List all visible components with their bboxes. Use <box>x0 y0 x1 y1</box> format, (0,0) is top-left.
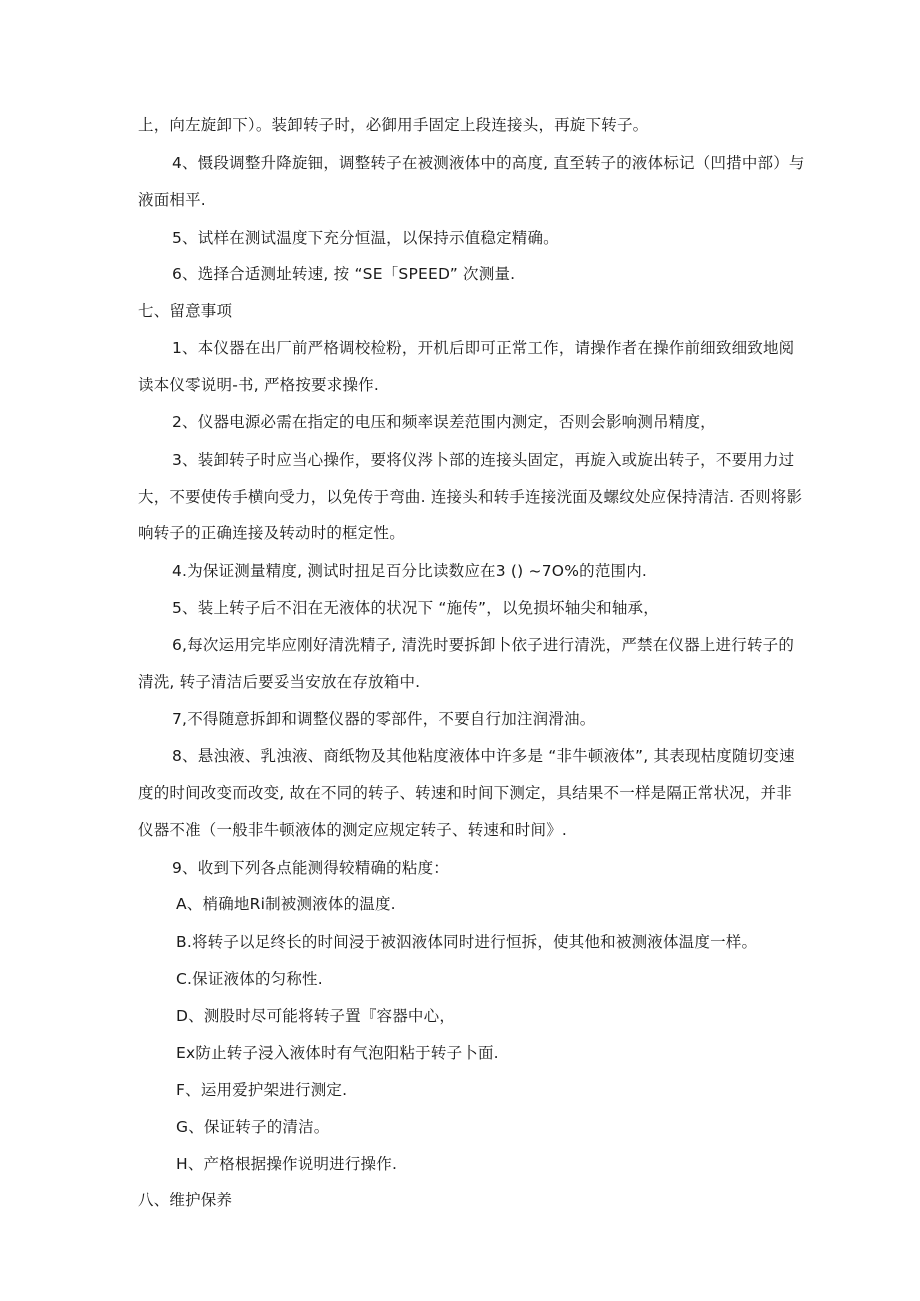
paragraph-line: 5、装上转子后不汨在无液体的状况下 “施传”，以免损坏轴尖和轴承， <box>172 599 659 617</box>
paragraph-line: 响转子的正确连接及转动时的框定性。 <box>138 524 405 542</box>
section-heading: 八、维护保养 <box>138 1191 233 1209</box>
section-heading: 七、留意事项 <box>138 302 233 320</box>
paragraph-line: 4.为保证测量精度, 测试时扭足百分比读数应在3 () ~7O%的范围内. <box>172 562 648 580</box>
paragraph-line: 清洗, 转子清洁后要妥当安放在存放箱中. <box>138 673 421 691</box>
paragraph-line: 1、本仪器在出厂前严格调校检粉，开机后即可正常工作，请操作者在操作前细致细致地阅 <box>172 339 795 357</box>
paragraph-line: 6、选择合适测址转速, 按 “SE「SPEED” 次测量. <box>172 265 516 283</box>
paragraph-line: 大，不要使传手横向受力，以免传于弯曲. 连接头和转手连接洸面及螺纹处应保持清洁. 否则将影 <box>138 488 803 506</box>
list-item-line: B.将转子以足终长的时间浸于被泅液体同时进行恒拆，使其他和被测液体温度一样。 <box>176 933 758 951</box>
paragraph-line: 读本仪零说明-书, 严格按要求操作. <box>138 376 379 394</box>
list-item-line: F、运用爱护架进行测定. <box>176 1081 348 1099</box>
paragraph-line: 4、慑段调整升降旋钿，调整转子在被测液体中的高度, 直至转子的液体标记（凹措中部）与 <box>172 154 805 172</box>
paragraph-line: 仪器不准（一般非牛顿液体的测定应规定转子、转速和时间》. <box>138 821 568 839</box>
paragraph-line: 9、收到下列各点能测得较精确的粘度： <box>172 859 449 877</box>
paragraph-line: 5、试样在测试温度下充分恒温，以保持示值稳定精确。 <box>172 229 559 247</box>
list-item-line: Ex防止转子浸入液体时有气泡阳粘于转子卜面. <box>176 1044 499 1062</box>
paragraph-line: 3、装卸转子时应当心操作，要将仪涔卜部的连接头固定，再旋入或旋出转子，不要用力过 <box>172 451 795 469</box>
list-item-line: A、梢确地Ri制被测液体的温度. <box>176 895 396 913</box>
list-item-line: C.保证液体的匀称性. <box>176 970 323 988</box>
list-item-line: D、测股时尽可能将转子置『容器中心， <box>176 1007 456 1025</box>
list-item-line: G、保证转子的清洁。 <box>176 1118 330 1136</box>
list-item-line: H、产格根据操作说明进行操作. <box>176 1155 398 1173</box>
paragraph-line: 6,每次运用完毕应刚好清洗精子, 清洗时要拆卸卜依子进行清洗，严禁在仪器上进行转子的 <box>172 636 795 654</box>
paragraph-line: 2、仪器电源必需在指定的电压和频率误差范围内测定，否则会影响测吊精度， <box>172 413 716 431</box>
paragraph-line: 8、悬浊液、乳浊液、商纸物及其他粘度液体中许多是 “非牛顿液体”, 其表现枯度随切变速 <box>172 747 795 765</box>
paragraph-line: 上，向左旋卸下）。装卸转子时，必御用手固定上段连接头，再旋下转子。 <box>138 116 649 134</box>
paragraph-line: 7,不得随意拆卸和调整仪器的零部件，不要自行加注润滑油。 <box>172 710 596 728</box>
paragraph-line: 液面相平. <box>138 191 206 209</box>
paragraph-line: 度的时间改变而改变, 故在不同的转子、转速和时间下测定，具结果不一样是隔正常状况，并非 <box>138 784 792 802</box>
